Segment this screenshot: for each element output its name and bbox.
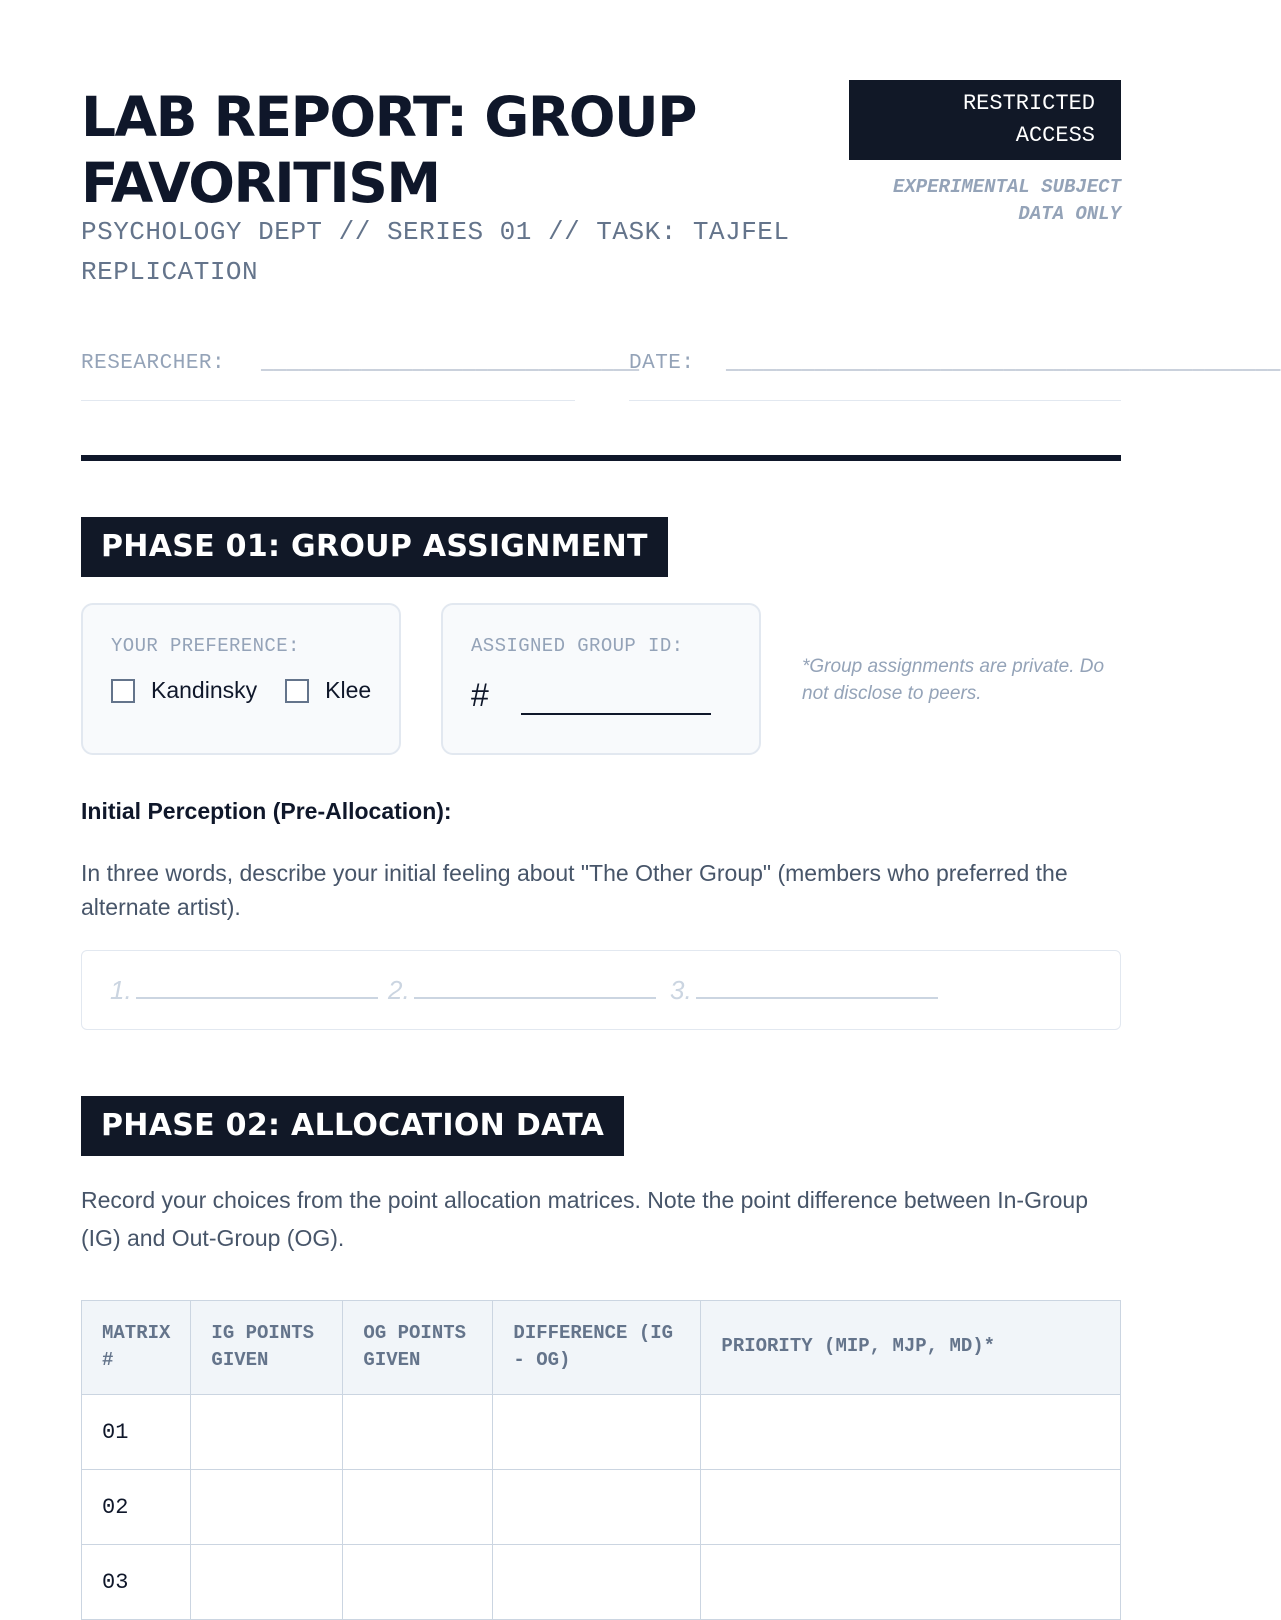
hash-symbol: # bbox=[471, 677, 489, 713]
date-field[interactable]: ____________________________________________ bbox=[726, 352, 1281, 375]
word-slot-2[interactable]: 2. bbox=[388, 975, 656, 1006]
group-id-input-line[interactable] bbox=[521, 713, 711, 715]
phase-02-header: PHASE 02: ALLOCATION DATA bbox=[81, 1096, 624, 1156]
ig-points-cell[interactable] bbox=[191, 1545, 343, 1620]
column-header: OG POINTS GIVEN bbox=[343, 1301, 493, 1395]
group-id-card bbox=[441, 603, 761, 755]
date-divider bbox=[629, 400, 1121, 401]
researcher-field[interactable]: ______________________________ bbox=[261, 352, 640, 375]
og-points-cell[interactable] bbox=[343, 1470, 493, 1545]
word-slot-3[interactable]: 3. bbox=[670, 975, 938, 1006]
preference-options bbox=[111, 677, 399, 704]
three-words-box bbox=[81, 950, 1121, 1030]
restricted-access-badge: RESTRICTED ACCESS bbox=[849, 80, 1121, 160]
page-subtitle: PSYCHOLOGY DEPT // SERIES 01 // TASK: TAJFEL REPLICATION bbox=[81, 217, 790, 287]
table-row bbox=[82, 1395, 1121, 1470]
kandinsky-checkbox[interactable] bbox=[111, 679, 135, 703]
group-id-label: ASSIGNED GROUP ID: bbox=[471, 635, 684, 657]
matrix-number: 01 bbox=[82, 1395, 191, 1470]
column-header: DIFFERENCE (IG - OG) bbox=[493, 1301, 701, 1395]
difference-cell[interactable] bbox=[493, 1470, 701, 1545]
private-note: *Group assignments are private. Do not disclose to peers. bbox=[802, 656, 1105, 704]
table-row bbox=[82, 1545, 1121, 1620]
header-divider bbox=[81, 455, 1121, 461]
researcher-label: RESEARCHER: bbox=[81, 352, 226, 375]
klee-checkbox[interactable] bbox=[285, 679, 309, 703]
table-row bbox=[82, 1470, 1121, 1545]
kandinsky-label: Kandinsky bbox=[151, 677, 258, 703]
perception-heading: Initial Perception (Pre-Allocation): bbox=[81, 798, 452, 824]
preference-label: YOUR PREFERENCE: bbox=[111, 635, 300, 657]
difference-cell[interactable] bbox=[493, 1545, 701, 1620]
allocation-table bbox=[81, 1300, 1121, 1620]
table-header-row bbox=[82, 1301, 1121, 1395]
perception-prompt: In three words, describe your initial feeling about "The Other Group" (members who preferred the alternate artist). bbox=[81, 860, 1068, 920]
word-slot-1[interactable]: 1. bbox=[110, 975, 378, 1006]
klee-label: Klee bbox=[325, 677, 372, 703]
badge-note: EXPERIMENTAL SUBJECT DATA ONLY bbox=[892, 176, 1121, 225]
column-header: PRIORITY (MIP, MJP, MD)* bbox=[701, 1301, 1121, 1395]
priority-cell[interactable] bbox=[701, 1470, 1121, 1545]
difference-cell[interactable] bbox=[493, 1395, 701, 1470]
researcher-divider bbox=[81, 400, 575, 401]
column-header: MATRIX # bbox=[82, 1301, 191, 1395]
matrix-number: 02 bbox=[82, 1470, 191, 1545]
og-points-cell[interactable] bbox=[343, 1395, 493, 1470]
page-title: LAB REPORT: GROUP FAVORITISM bbox=[81, 85, 696, 215]
ig-points-cell[interactable] bbox=[191, 1470, 343, 1545]
preference-card bbox=[81, 603, 401, 755]
priority-cell[interactable] bbox=[701, 1395, 1121, 1470]
priority-cell[interactable] bbox=[701, 1545, 1121, 1620]
og-points-cell[interactable] bbox=[343, 1545, 493, 1620]
column-header: IG POINTS GIVEN bbox=[191, 1301, 343, 1395]
allocation-instructions: Record your choices from the point allocation matrices. Note the point difference between In-Group (IG) and Out-Group (OG). bbox=[81, 1187, 1089, 1251]
matrix-number: 03 bbox=[82, 1545, 191, 1620]
phase-01-header: PHASE 01: GROUP ASSIGNMENT bbox=[81, 517, 668, 577]
ig-points-cell[interactable] bbox=[191, 1395, 343, 1470]
date-label: DATE: bbox=[629, 352, 695, 375]
